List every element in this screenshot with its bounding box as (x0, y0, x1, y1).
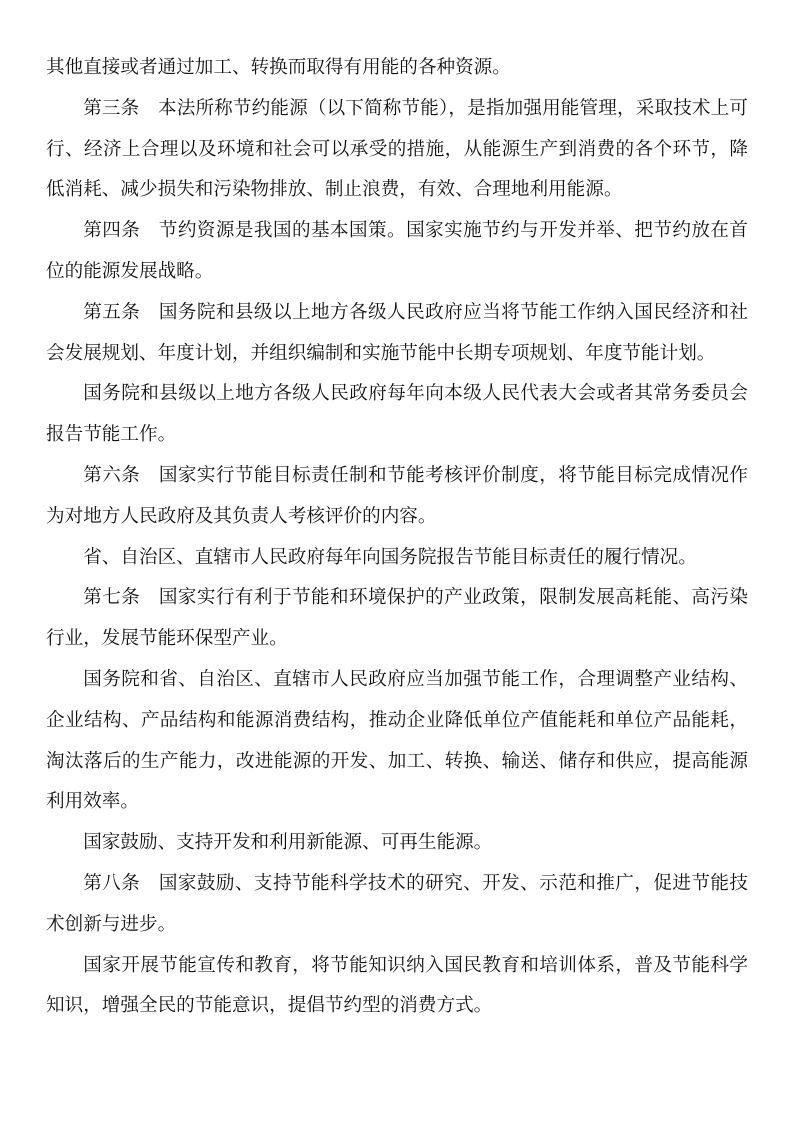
paragraph (46, 538, 748, 579)
article-number: 第七条 (83, 587, 141, 609)
paragraph-text: 节约资源是我国的基本国策。国家实施节约与开发并举、把节约放在首位的能源发展战略。 (46, 220, 748, 282)
paragraph-article-8 (46, 864, 748, 946)
document-page (46, 48, 748, 1027)
paragraph (46, 946, 748, 1028)
paragraph-text: 国家鼓励、支持开发和利用新能源、可再生能源。 (83, 832, 493, 854)
paragraph-article-3 (46, 89, 748, 211)
paragraph-article-6 (46, 456, 748, 538)
paragraph-article-4 (46, 211, 748, 293)
paragraph-text: 国务院和省、自治区、直辖市人民政府应当加强节能工作，合理调整产业结构、企业结构、产品结构和能源消费结构，推动企业降低单位产值能耗和单位产品能耗，淘汰落后的生产能力，改进能源的开发、加工、转换、输送、储存和供应，提高能源利用效率。 (46, 668, 748, 813)
paragraph-text: 国务院和县级以上地方各级人民政府每年向本级人民代表大会或者其常务委员会报告节能工作。 (46, 383, 748, 446)
paragraph-text: 省、自治区、直辖市人民政府每年向国务院报告节能目标责任的履行情况。 (83, 546, 697, 568)
paragraph (46, 660, 748, 823)
article-number: 第六条 (83, 464, 141, 486)
paragraph-text: 国家开展节能宣传和教育，将节能知识纳入国民教育和培训体系，普及节能科学知识，增强全民的节能意识，提倡节约型的消费方式。 (46, 954, 748, 1017)
article-number: 第五条 (83, 301, 141, 323)
article-number: 第八条 (83, 872, 141, 894)
paragraph-text: 国务院和县级以上地方各级人民政府应当将节能工作纳入国民经济和社会发展规划、年度计划，并组织编制和实施节能中长期专项规划、年度节能计划。 (46, 301, 748, 364)
paragraph-text: 本法所称节约能源（以下简称节能），是指加强用能管理，采取技术上可行、经济上合理以及环境和社会可以承受的措施，从能源生产到消费的各个环节，降低消耗、减少损失和污染物排放、制止浪费，有效、合理地利用能源。 (46, 97, 748, 201)
paragraph (46, 48, 748, 89)
article-number: 第四条 (83, 220, 141, 242)
paragraph-text: 国家实行节能目标责任制和节能考核评价制度，将节能目标完成情况作为对地方人民政府及其负责人考核评价的内容。 (46, 464, 748, 527)
paragraph (46, 374, 748, 456)
paragraph (46, 823, 748, 864)
paragraph-article-7 (46, 578, 748, 660)
paragraph-article-5 (46, 293, 748, 375)
article-number: 第三条 (83, 97, 140, 119)
paragraph-text: 国家实行有利于节能和环境保护的产业政策，限制发展高耗能、高污染行业，发展节能环保型产业。 (46, 587, 748, 650)
paragraph-text: 国家鼓励、支持节能科学技术的研究、开发、示范和推广，促进节能技术创新与进步。 (46, 872, 748, 935)
paragraph-text: 其他直接或者通过加工、转换而取得有用能的各种资源。 (46, 57, 511, 78)
